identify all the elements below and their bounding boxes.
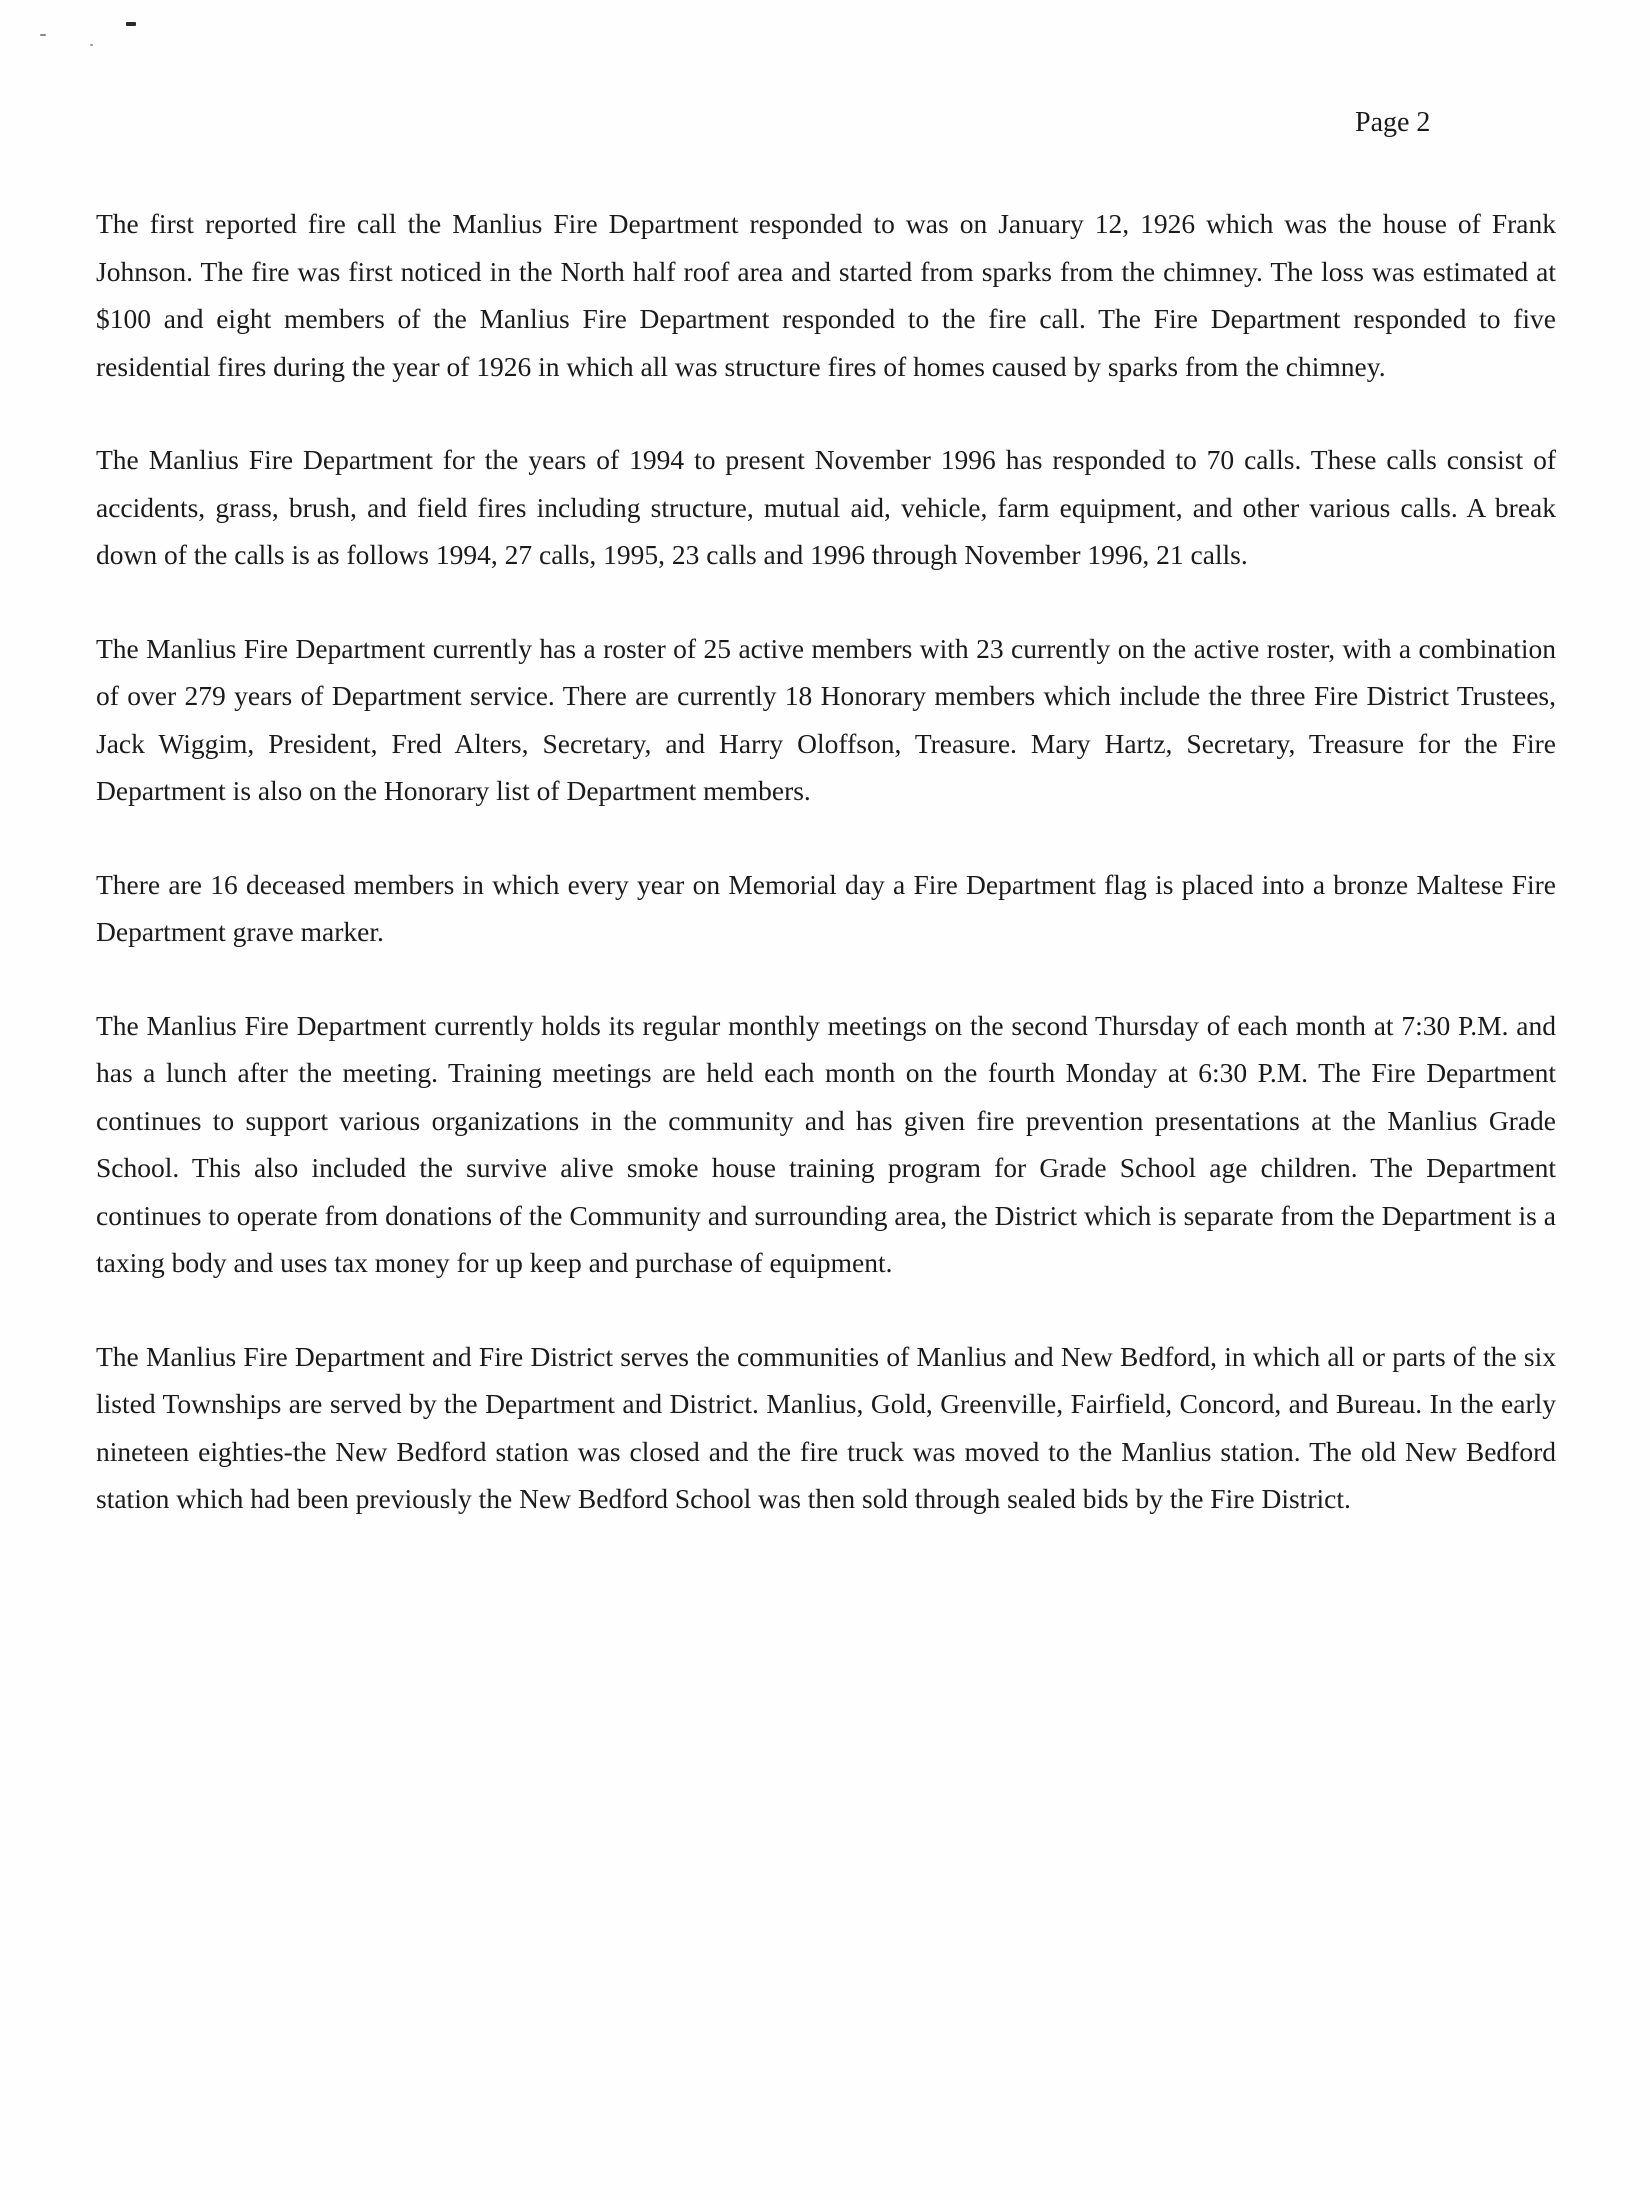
- document-body: [96, 200, 1556, 1569]
- paragraph-deceased-members: There are 16 deceased members in which every year on Memorial day a Fire Department flag is placed into a bronze Maltese Fire Department grave marker.: [96, 868, 1556, 947]
- paragraph-roster: The Manlius Fire Department currently has a roster of 25 active members with 23 currently on the active roster, with a combination of over 279 years of Department service. There are currently 18 Honorary members which include the three Fire District Trustees, Jack Wiggim, President, Fred Alters, Secretary, and Harry Oloffson, Treasure. Mary Hartz, Secretary, Treasure for the Fire Department is also on the Honorary list of Department members.: [96, 632, 1556, 806]
- paragraph-first-fire-call: The first reported fire call the Manlius Fire Department responded to was on January 12, 1926 which was the house of Frank Johnson. The fire was first noticed in the North half roof area and started from sparks from the chimney. The loss was estimated at $100 and eight members of the Manlius Fire Department responded to the fire call. The Fire Department responded to five residential fires during the year of 1926 in which all was structure fires of homes caused by sparks from the chimney.: [96, 208, 1556, 382]
- page-number: Page 2: [1355, 107, 1431, 138]
- paragraph-service-area: The Manlius Fire Department and Fire District serves the communities of Manlius and New Bedford, in which all or parts of the six listed Townships are served by the Department and District. Manlius, Gold, Greenville, Fairfield, Concord, and Bureau. In the early nineteen eighties-the New Bedford station was closed and the fire truck was moved to the Manlius station. The old New Bedford station which had been previously the New Bedford School was then sold through sealed bids by the Fire District.: [96, 1340, 1556, 1514]
- scan-speck: [90, 44, 93, 46]
- paragraph-call-statistics: The Manlius Fire Department for the years of 1994 to present November 1996 has responded to 70 calls. These calls consist of accidents, grass, brush, and field fires including structure, mutual aid, vehicle, farm equipment, and other various calls. A break down of the calls is as follows 1994, 27 calls, 1995, 23 calls and 1996 through November 1996, 21 calls.: [96, 444, 1556, 570]
- paragraph-meetings: The Manlius Fire Department currently holds its regular monthly meetings on the second Thursday of each month at 7:30 P.M. and has a lunch after the meeting. Training meetings are held each month on the fourth Monday at 6:30 P.M. The Fire Department continues to support various organizations in the community and has given fire prevention presentations at the Manlius Grade School. This also included the survive alive smoke house training program for Grade School age children. The Department continues to operate from donations of the Community and surrounding area, the District which is separate from the Department is a taxing body and uses tax money for up keep and purchase of equipment.: [96, 1009, 1556, 1278]
- scan-speck: [40, 34, 46, 36]
- scan-speck: [126, 22, 136, 26]
